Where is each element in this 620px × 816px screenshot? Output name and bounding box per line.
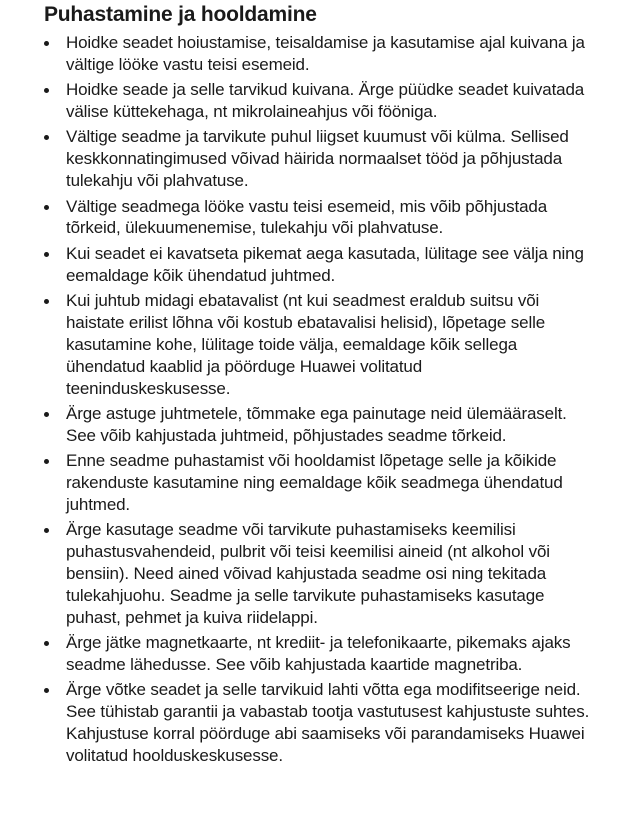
list-item xyxy=(44,196,590,240)
list-item xyxy=(44,243,590,287)
bullet-icon xyxy=(44,688,49,693)
list-item xyxy=(44,450,590,516)
list-item-text: Enne seadme puhastamist või hooldamist lõpetage selle ja kõikide rakenduste kasutamine ning eemaldage kõik seadmega ühendatud juhtmed. xyxy=(66,451,563,514)
list-item-text: Kui juhtub midagi ebatavalist (nt kui seadmest eraldub suitsu või haistate erilist lõhna või kostub ebatavalisi helisid), lõpetage selle kasutamine kohe, lülitage toide välja, eemaldage kõik sellega ühendatud kaablid ja pöörduge Huawei volitatud teeninduskeskusesse. xyxy=(66,290,546,398)
bullet-icon xyxy=(44,459,49,464)
bullet-icon xyxy=(44,135,49,140)
bullet-icon xyxy=(44,412,49,417)
bullet-icon xyxy=(44,205,49,210)
list-item-text: Hoidke seade ja selle tarvikud kuivana. Ärge püüdke seadet kuivatada välise küttekehaga, nt mikrolaineahjus või fööniga. xyxy=(66,80,585,122)
list-item-text: Ärge jätke magnetkaarte, nt krediit- ja telefonikaarte, pikemaks ajaks seadme lähedusse. See võib kahjustada kaartide magnetriba. xyxy=(66,633,571,674)
list-item xyxy=(44,79,590,123)
section-title: Puhastamine ja hooldamine xyxy=(44,3,317,26)
list-item-text: Ärge võtke seadet ja selle tarvikuid lahti võtta ega modifitseerige neid. See tühistab garantii ja vabastab tootja vastutusest kahjustuste suhtes. Kahjustuse korral pöörduge abi saamiseks või parandamiseks Huawei volitatud hoolduskeskusesse. xyxy=(66,680,590,765)
list-item-text: Hoidke seadet hoiustamise, teisaldamise ja kasutamise ajal kuivana ja vältige lööke vastu teisi esemeid. xyxy=(66,33,585,74)
list-item xyxy=(44,32,590,76)
list-item xyxy=(44,632,590,676)
bullet-icon xyxy=(44,641,49,646)
bullet-icon xyxy=(44,528,49,533)
list-item xyxy=(44,403,590,447)
bullet-icon xyxy=(44,252,49,257)
list-item xyxy=(44,519,590,629)
list-item xyxy=(44,290,590,400)
list-item xyxy=(44,679,590,767)
list-item-text: Ärge kasutage seadme või tarvikute puhastamiseks keemilisi puhastusvahendeid, pulbrit või teisi keemilisi aineid (nt alkohol või bensiin). Need ained võivad kahjustada seadme osi ning tekitada tulekahjuohu. Seadme ja selle tarvikute puhastamiseks kasutage puhast, pehmet ja kuiva riidelappi. xyxy=(66,520,550,627)
list-item-text: Ärge astuge juhtmetele, tõmmake ega painutage neid ülemääraselt. See võib kahjustada juhtmeid, põhjustades seadme tõrkeid. xyxy=(66,403,567,445)
list-item xyxy=(44,126,590,192)
bullet-icon xyxy=(44,299,49,304)
list-item-text: Kui seadet ei kavatseta pikemat aega kasutada, lülitage see välja ning eemaldage kõik ühendatud juhtmed. xyxy=(66,243,584,285)
bullet-list xyxy=(44,32,590,767)
bullet-icon xyxy=(44,41,49,46)
list-item-text: Vältige seadmega lööke vastu teisi esemeid, mis võib põhjustada tõrkeid, ülekuumenemise, tulekahju või plahvatuse. xyxy=(66,196,547,238)
list-item-text: Vältige seadme ja tarvikute puhul liigset kuumust või külma. Sellised keskkonnatingimused võivad häirida normaalset tööd ja põhjustada tulekahju või plahvatuse. xyxy=(66,127,569,191)
bullet-icon xyxy=(44,88,49,93)
